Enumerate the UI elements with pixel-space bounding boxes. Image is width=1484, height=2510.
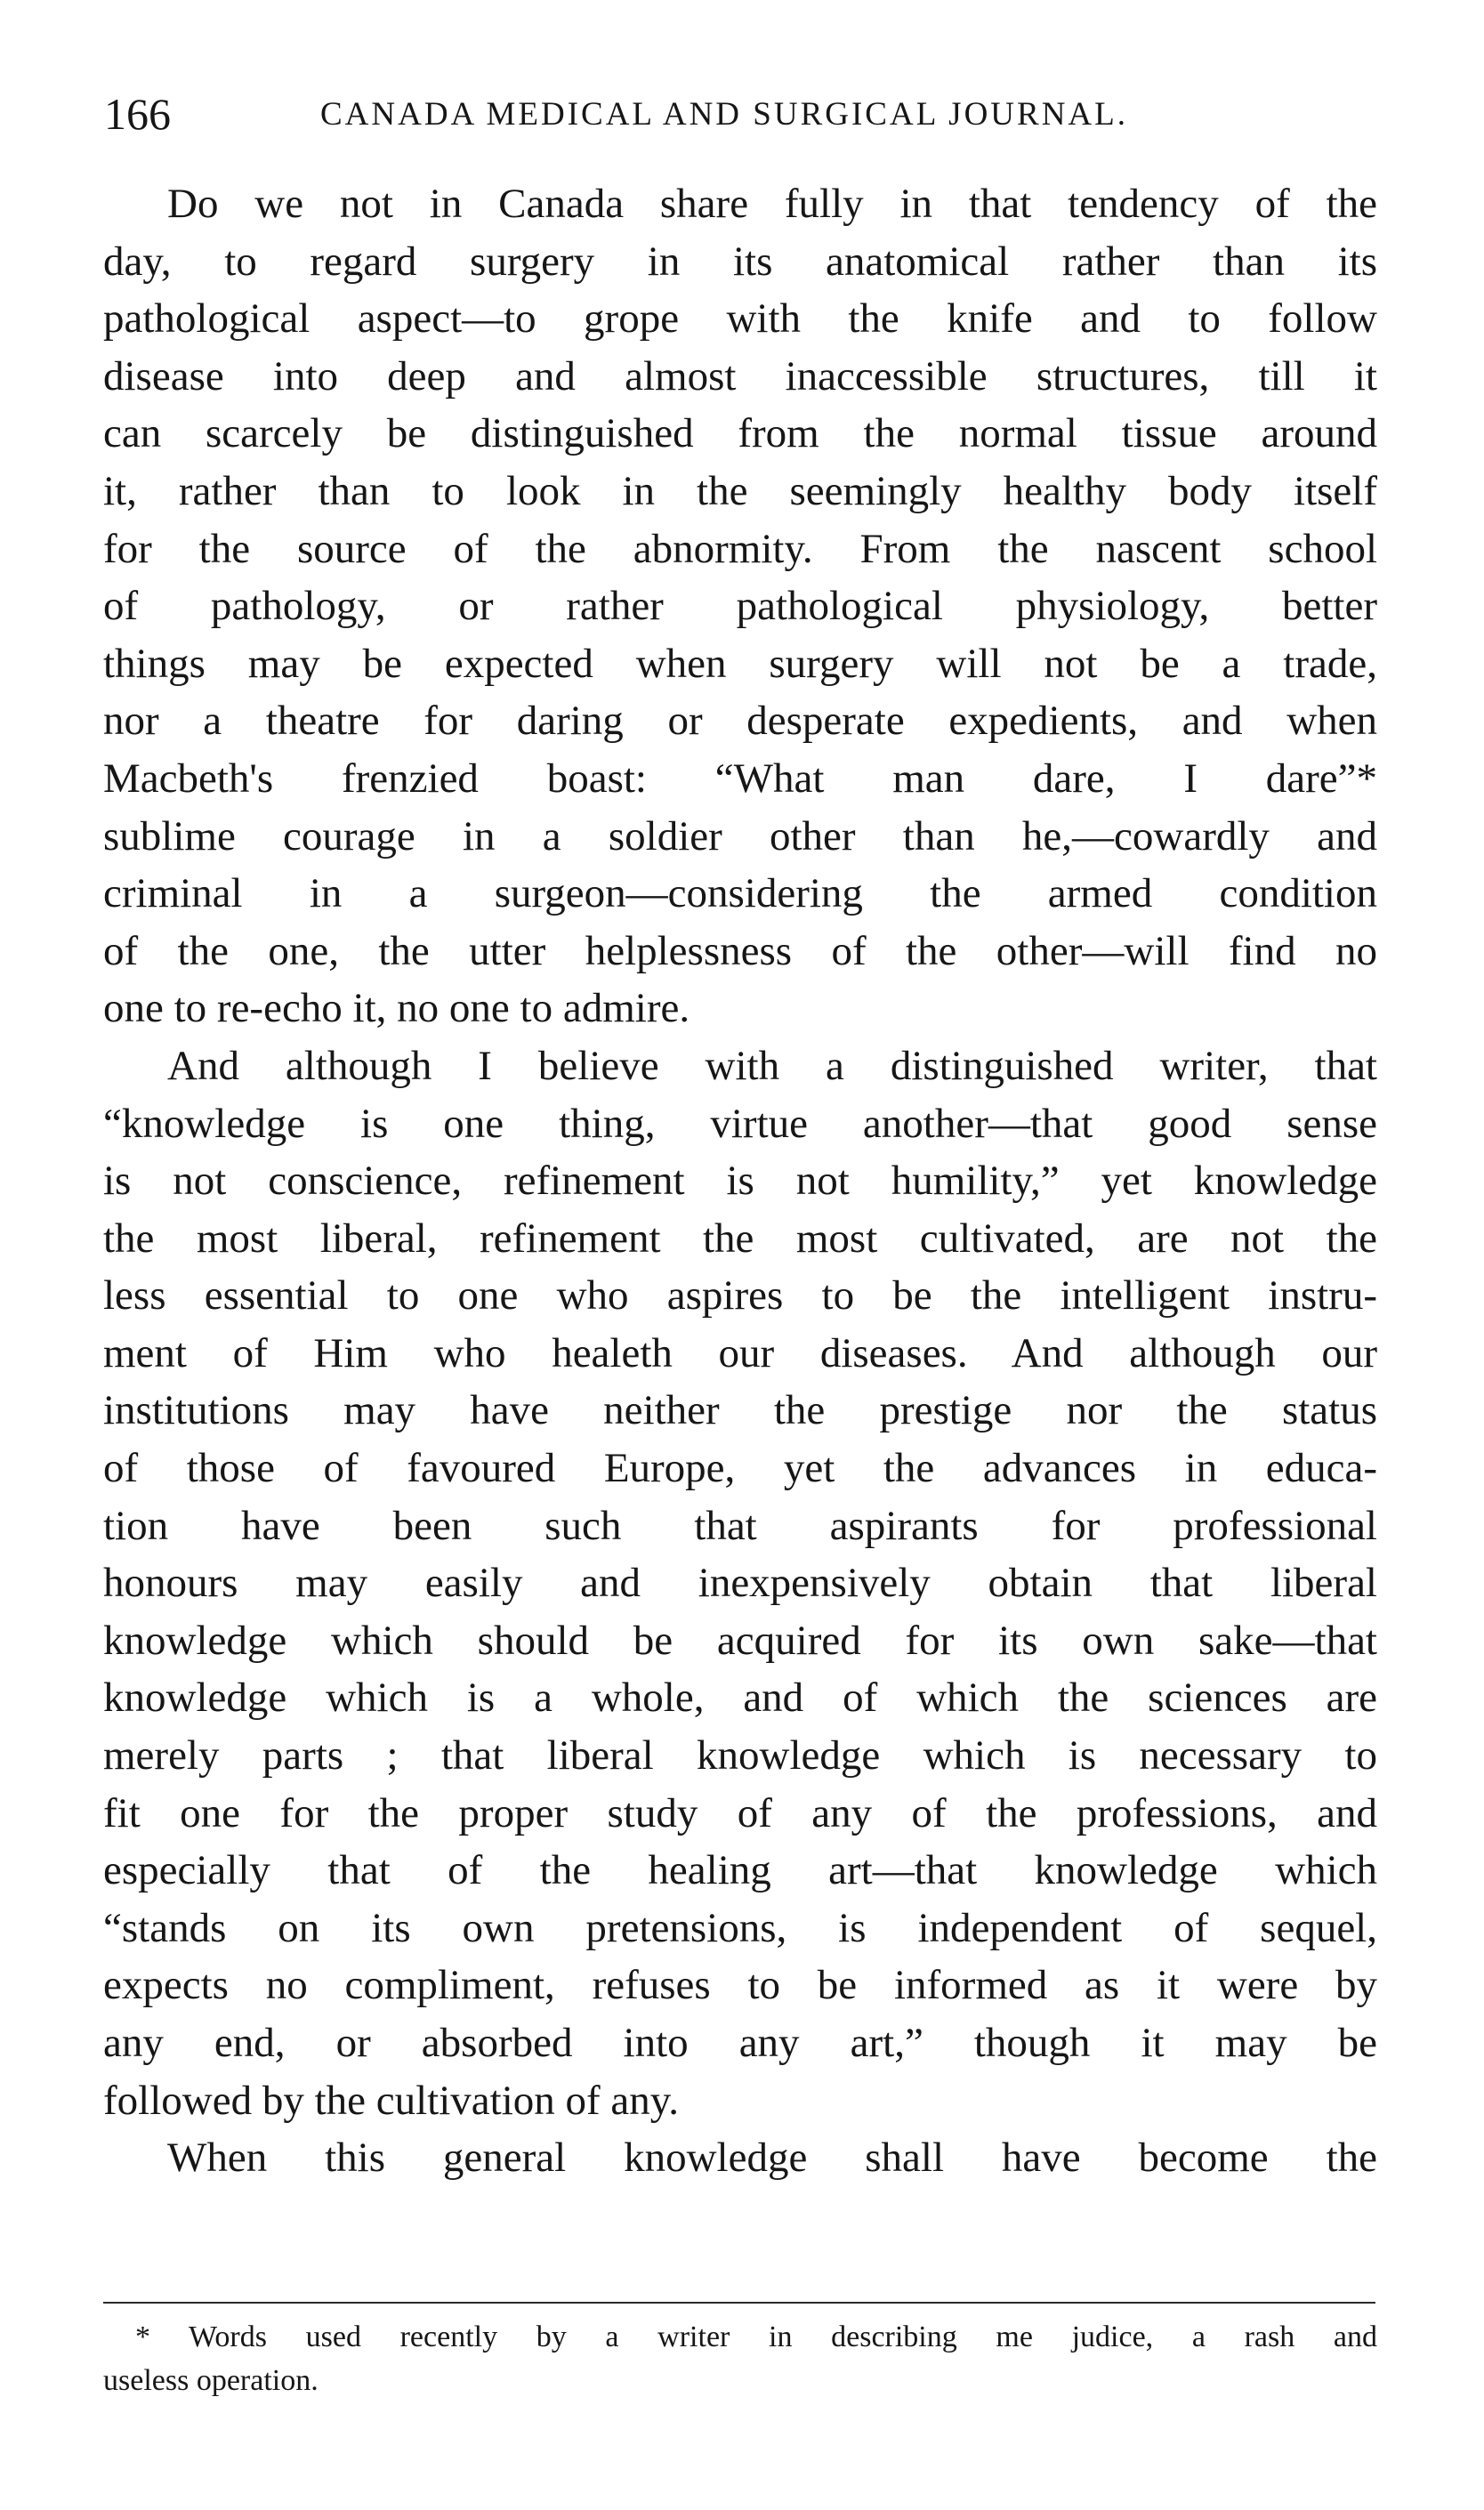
text-line: one to re-echo it, no one to admire. — [103, 985, 690, 1032]
text-line: the most liberal, refinement the most cultivated, are not the — [103, 1215, 1377, 1262]
text-line: any end, or absorbed into any art,” though it may be — [103, 2020, 1377, 2066]
text-line: of pathology, or rather pathological physiology, better — [103, 583, 1377, 630]
text-line: sublime courage in a soldier other than he,—cowardly and — [103, 812, 1377, 860]
text-line: knowledge which should be acquired for its own sake—that — [103, 1617, 1377, 1664]
text-line: institutions may have neither the prestige nor the status — [103, 1387, 1377, 1434]
text-line: pathological aspect—to grope with the knife and to follow — [103, 295, 1377, 343]
text-line: less essential to one who aspires to be the intelligent instru- — [103, 1272, 1377, 1320]
running-head — [104, 87, 1376, 141]
text-line: nor a theatre for daring or desperate expedients, and when — [103, 698, 1377, 745]
text-line: expects no compliment, refuses to be informed as it were by — [103, 1962, 1377, 2009]
text-line: disease into deep and almost inaccessible structures, till it — [103, 352, 1377, 400]
footnote-line: useless operation. — [103, 2364, 319, 2397]
text-line: fit one for the proper study of any of the professions, and — [103, 1789, 1377, 1836]
text-line: is not conscience, refinement is not humility,” yet knowledge — [103, 1158, 1377, 1205]
text-line: ment of Him who healeth our diseases. And although our — [103, 1329, 1377, 1376]
text-line: honours may easily and inexpensively obtain that liberal — [103, 1560, 1377, 1607]
text-line: Macbeth's frenzied boast: “What man dare, I dare”* — [103, 755, 1377, 802]
text-line: When this general knowledge shall have become the — [167, 2135, 1377, 2182]
journal-title: CANADA MEDICAL AND SURGICAL JOURNAL. — [320, 96, 1128, 133]
text-line: And although I believe with a distinguished writer, that — [167, 1042, 1377, 1089]
text-line: of those of favoured Europe, yet the advances in educa- — [103, 1445, 1377, 1492]
text-line: tion have been such that aspirants for professional — [103, 1502, 1377, 1549]
footnote — [103, 2315, 1377, 2402]
text-line: Do we not in Canada share fully in that tendency of the — [167, 181, 1377, 227]
text-line: criminal in a surgeon—considering the armed condition — [103, 870, 1377, 917]
text-line: of the one, the utter helplessness of the other—will find no — [103, 927, 1377, 974]
text-line: day, to regard surgery in its anatomical rather than its — [103, 238, 1377, 285]
text-line: knowledge which is a whole, and of which the sciences are — [103, 1675, 1377, 1722]
text-line: can scarcely be distinguished from the normal tissue around — [103, 410, 1377, 457]
text-line: followed by the cultivation of any. — [103, 2077, 679, 2124]
text-line: for the source of the abnormity. From the nascent school — [103, 525, 1377, 572]
footnote-line: * Words used recently by a writer in describing me judice, a rash and — [135, 2320, 1377, 2353]
body-text — [103, 175, 1377, 2187]
text-line: it, rather than to look in the seemingly healthy body itself — [103, 467, 1377, 514]
footnote-rule — [103, 2302, 1375, 2304]
text-line: “knowledge is one thing, virtue another—that good sense — [103, 1100, 1377, 1147]
text-line: things may be expected when surgery will not be a trade, — [103, 640, 1377, 687]
text-line: “stands on its own pretensions, is independent of sequel, — [103, 1904, 1377, 1951]
page-number: 166 — [104, 89, 171, 139]
text-line: especially that of the healing art—that knowledge which — [103, 1847, 1377, 1894]
text-line: merely parts ; that liberal knowledge which is necessary to — [103, 1732, 1377, 1780]
